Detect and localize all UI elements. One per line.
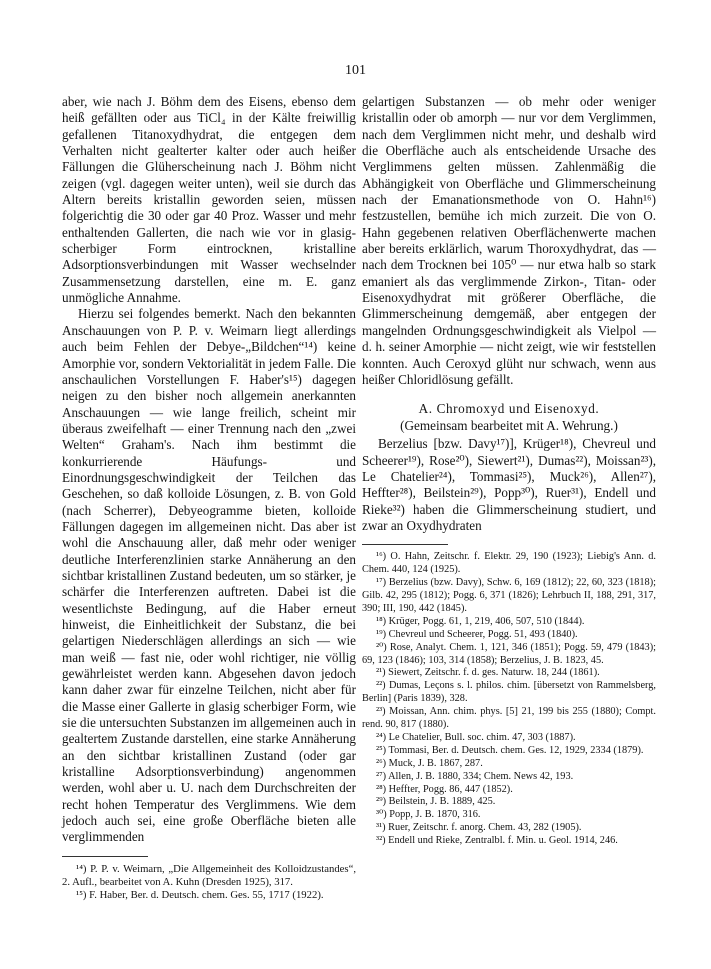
footnote: ¹⁶) O. Hahn, Zeitschr. f. Elektr. 29, 190 (1923); Liebig's Ann. d. Chem. 440, 124 (1925). [362, 551, 656, 576]
footnote: ²⁹) Beilstein, J. B. 1889, 425. [376, 796, 496, 808]
footnote: ³²) Endell und Rieke, Zentralbl. f. Min. u. Geol. 1914, 246. [376, 835, 618, 847]
footnote: ²³) Moissan, Ann. chim. phys. [5] 21, 199 bis 255 (1880); Compt. rend. 90, 817 (1880). [362, 706, 656, 731]
footnote: ³¹) Ruer, Zeitschr. f. anorg. Chem. 43, 282 (1905). [376, 822, 582, 834]
footnote: ²¹) Siewert, Zeitschr. f. d. ges. Naturw. 18, 244 (1861). [376, 667, 600, 679]
left-column [62, 94, 356, 903]
left-footnotes [62, 863, 356, 903]
footnote: ²⁶) Muck, J. B. 1867, 287. [376, 757, 483, 769]
section-body-text [362, 436, 656, 534]
page-number: 101 [345, 63, 366, 78]
footnote: ¹⁵) F. Haber, Ber. d. Deutsch. chem. Ges. 55, 1717 (1922). [76, 889, 324, 902]
footnote: ³⁰) Popp, J. B. 1870, 316. [376, 809, 481, 821]
section-heading: A. Chromoxyd und Eisenoxyd. [418, 401, 600, 417]
footnote: ¹⁷) Berzelius (bzw. Davy), Schw. 6, 169 (1812); 22, 60, 323 (1818); Gilb. 42, 295 (1812); Pogg. 6, 371 (1826); Lehrbuch II, 188, 291, 317, 390; III, 190, 442 (1845). [362, 577, 656, 614]
footnote: ²⁷) Allen, J. B. 1880, 334; Chem. News 42, 193. [376, 770, 574, 782]
footnote-rule [62, 856, 148, 857]
paragraph: Hierzu sei folgendes bemerkt. Nach den bekannten Anschauungen von P. P. v. Weimarn liegt allerdings auch beim Fehlen der Debye-„Bildchen“¹⁴) keine Amorphie vor, sondern Vektorialität in jedem Falle. Die anschaulichen Vorstellungen F. Haber's¹⁵) dagegen neigen zu den bisher noch allgemein anerkannten Anschauungen — wie lange freilich, scheint mir überaus zweifelhaft — einer Trennung nach den „zwei Welten“ Graham's. Nach ihm bestimmt die konkurrierende Häufungs- und Einordnungsgeschwindigkeit der Teilchen das Geschehen, so daß kolloide Lösungen, z. B. von Gold (nach Scherrer), Debyeogramme bieten, kolloide Fällungen dagegen im allgemeinen nicht. Das aber ist wohl die Anschauung aller, daß mehr oder weniger deutliche Interferenzlinien starke Annäherung an den sichtbar kristallinen Zustand bedeuten, um so stärker, je schärfer die Interferenzen auftreten. Dabei ist die wesentlichste Bedingung, auf die Haber erneut hinweist, die Einheitlichkeit der Substanz, die bei gelartigen Niederschlägen allerdings an sich — wie man weiß — fast nie, oder wohl richtiger, nie völlig gewährleistet werden kann. Abgesehen davon jedoch kann daher zwar für einzelne Teilchen, nicht aber für die Masse einer Gallerte in glasig scherbiger Form, wie sie die untersuchten Substanzen im allgemeinen auch in gealtertem Zustande darstellen, eine starke Annäherung an den sichtbar kristallinen Zustand (oder gar kristalline Adsorptionsverbindung) angenommen werden, wohl aber u. U. nach dem Durchschreiten der recht hohen Temperatur des Verglimmens. Wie dem jedoch auch sei, eine große Oberfläche bieten alle verglimmenden [62, 306, 356, 845]
paragraph: aber, wie nach J. Böhm dem des Eisens, ebenso dem heiß gefällten oder aus TiCl₄ in der Kälte freiwillig gefallenen Titanoxydhydrat, die entgegen dem Verhalten nicht gealterter kalter oder auch heißer Fällungen die Glüherscheinung nach J. Böhm nicht zeigen (vgl. dagegen weiter unten), weil sie durch das Altern bereits kristallin geworden seien, müssen folgerichtig die 30 oder gar 40 Proz. Wasser und mehr enthaltenden Gallerten, die nach wie vor in glasig-scherbiger Form eintrocknen, kristalline Adsorptionsverbindungen mit Wasser wechselnder Zusammensetzung darstellen, eine m. E. ganz unmögliche Annahme. [62, 94, 356, 306]
right-footnotes [362, 551, 656, 848]
footnote: ¹⁹) Chevreul und Scheerer, Pogg. 51, 493 (1840). [376, 628, 578, 640]
footnote-rule [362, 544, 448, 545]
footnote: ²²) Dumas, Leçons s. l. philos. chim. [übersetzt von Rammelsberg, Berlin] (Paris 1839), 328. [362, 680, 656, 705]
paragraph: gelartigen Substanzen — ob mehr oder weniger kristallin oder ob amorph — nur vor dem Verglimmen, nach dem Verglimmen nicht mehr, und deshalb wird die Oberfläche auch als entscheidende Ursache des Verglimmens gelten müssen. Zahlenmäßig die Abhängigkeit von Oberfläche und Glimmerscheinung nach der Emanationsmethode von O. Hahn¹⁶) festzustellen, bemühe ich mich zurzeit. Die von O. Hahn gegebenen relativen Oberflächenwerte machen aber bereits erklärlich, warum Thoroxydhydrat, das — nach dem Trocknen bei 105⁰ — nur etwa halb so stark emaniert als das verglimmende Zirkon-, Titan- oder Eisenoxydhydrat mit größerer Oberfläche, die Glimmerscheinung demgemäß, aber entgegen der mangelnden Ordnungsgeschwindigkeit als Vielpol — d. h. seiner Amorphie — nicht zeigt, wie wir feststellen konnten. Auch Ceroxyd glüht nur schwach, wenn aus heißer Chloridlösung gefällt. [362, 94, 656, 387]
footnote: ²⁸) Heffter, Pogg. 86, 447 (1852). [376, 783, 513, 795]
right-column [362, 94, 656, 848]
footnote: ²⁴) Le Chatelier, Bull. soc. chim. 47, 303 (1887). [376, 731, 576, 743]
footnote: ¹⁸) Krüger, Pogg. 61, 1, 219, 406, 507, 510 (1844). [376, 615, 585, 627]
left-body-text [62, 94, 356, 846]
section-subheading: (Gemeinsam bearbeitet mit A. Wehrung.) [400, 418, 618, 434]
footnote: ¹⁴) P. P. v. Weimarn, „Die Allgemeinheit des Kolloidzustandes“, 2. Aufl., bearbeitet von A. Kuhn (Dresden 1925), 317. [62, 862, 356, 889]
paragraph: Berzelius [bzw. Davy¹⁷)], Krüger¹⁸), Chevreul und Scheerer¹⁹), Rose²⁰), Siewert²¹), Dumas²²), Moissan²³), Le Chatelier²⁴), Tommasi²⁵), Muck²⁶), Allen²⁷), Heffter²⁸), Beilstein²⁹), Popp³⁰), Ruer³¹), Endell und Rieke³²) haben die Glimmerscheinung studiert, und zwar an Oxydhydraten [362, 436, 656, 533]
footnote: ²⁰) Rose, Analyt. Chem. 1, 121, 346 (1851); Pogg. 59, 479 (1843); 69, 123 (1846); 103, 314 (1858); Berzelius, J. B. 1823, 45. [362, 641, 656, 666]
right-body-text [362, 94, 656, 388]
footnote: ²⁵) Tommasi, Ber. d. Deutsch. chem. Ges. 12, 1929, 2334 (1879). [376, 744, 644, 756]
